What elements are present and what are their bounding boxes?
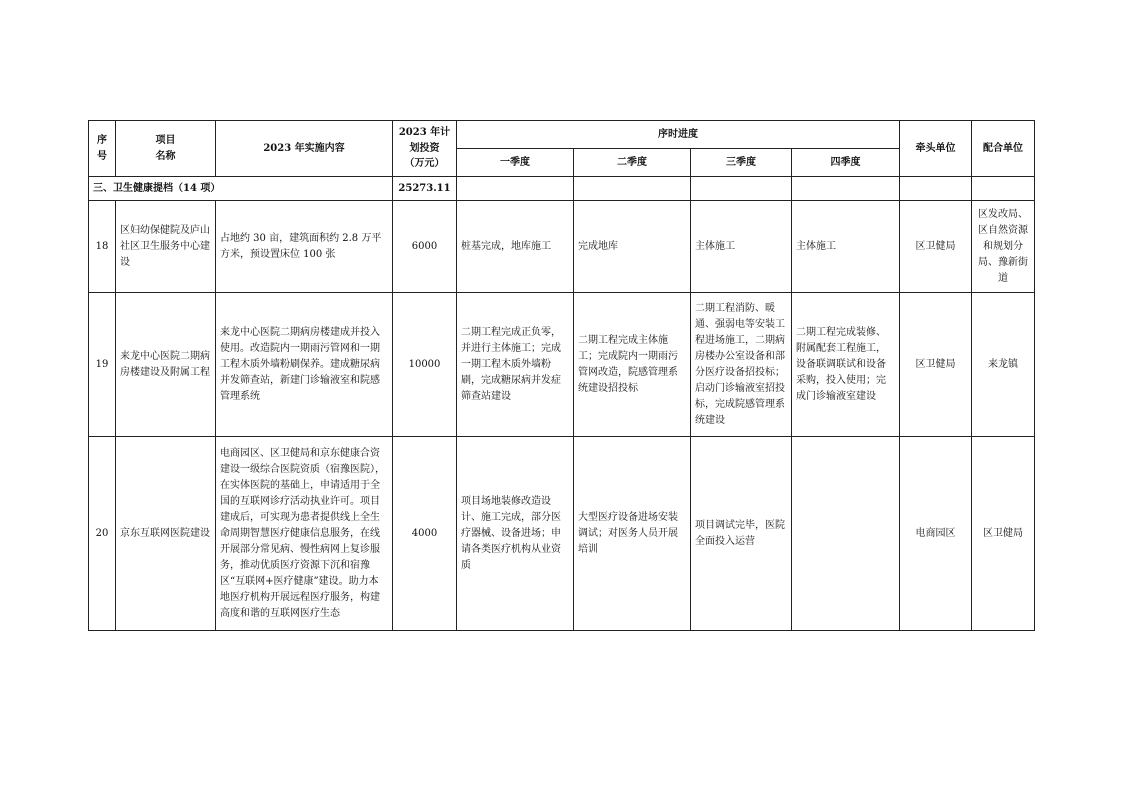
row-q3: 主体施工 [691, 201, 792, 293]
row-seq: 19 [89, 293, 116, 437]
project-table [88, 120, 1035, 631]
header-project-name: 项目 名称 [116, 121, 216, 177]
section-total: 25273.11 [393, 177, 457, 201]
table-row [89, 201, 1035, 293]
row-project-name: 京东互联网医院建设 [116, 437, 216, 631]
header-q2: 二季度 [574, 149, 691, 177]
header-q3: 三季度 [691, 149, 792, 177]
section-row [89, 177, 1035, 201]
header-investment: 2023 年计 划投资 （万元） [393, 121, 457, 177]
row-q4 [792, 437, 900, 631]
header-partner-unit: 配合单位 [972, 121, 1035, 177]
row-seq: 18 [89, 201, 116, 293]
row-lead-unit: 区卫健局 [900, 293, 972, 437]
row-q1: 桩基完成，地库施工 [457, 201, 574, 293]
header-q1: 一季度 [457, 149, 574, 177]
row-q1: 二期工程完成正负零，并进行主体施工；完成一期工程木质外墙粉刷，完成糖尿病并发症筛查站建设 [457, 293, 574, 437]
empty-cell [792, 177, 900, 201]
row-q1: 项目场地装修改造设计、施工完成，部分医疗器械、设备进场；申请各类医疗机构从业资质 [457, 437, 574, 631]
empty-cell [691, 177, 792, 201]
empty-cell [972, 177, 1035, 201]
row-content: 占地约 30 亩，建筑面积约 2.8 万平方米，预设置床位 100 张 [216, 201, 393, 293]
row-project-name: 来龙中心医院二期病房楼建设及附属工程 [116, 293, 216, 437]
row-investment: 6000 [393, 201, 457, 293]
row-q2: 大型医疗设备进场安装调试；对医务人员开展培训 [574, 437, 691, 631]
header-seq: 序 号 [89, 121, 116, 177]
table-row [89, 437, 1035, 631]
row-investment: 10000 [393, 293, 457, 437]
row-seq: 20 [89, 437, 116, 631]
header-progress: 序时进度 [457, 121, 900, 149]
row-q3: 项目调试完毕，医院全面投入运营 [691, 437, 792, 631]
row-project-name: 区妇幼保健院及庐山社区卫生服务中心建设 [116, 201, 216, 293]
row-lead-unit: 电商园区 [900, 437, 972, 631]
project-table-page [88, 120, 1034, 631]
row-lead-unit: 区卫健局 [900, 201, 972, 293]
row-investment: 4000 [393, 437, 457, 631]
row-q2: 二期工程完成主体施工；完成院内一期雨污管网改造，院感管理系统建设招投标 [574, 293, 691, 437]
empty-cell [457, 177, 574, 201]
row-content: 来龙中心医院二期病房楼建成并投入使用。改造院内一期雨污管网和一期工程木质外墙粉刷保养。建成糖尿病并发筛查站，新建门诊输液室和院感管理系统 [216, 293, 393, 437]
row-partner-unit: 来龙镇 [972, 293, 1035, 437]
header-q4: 四季度 [792, 149, 900, 177]
row-q4: 主体施工 [792, 201, 900, 293]
row-content: 电商园区、区卫健局和京东健康合资建设一级综合医院资质（宿豫医院），在实体医院的基础上，申请适用于全国的互联网诊疗活动执业许可。项目建成后，可实现为患者提供线上全生命周期智慧医疗健康信息服务，在线开展部分常见病、慢性病网上复诊服务，推动优质医疗资源下沉和宿豫区“互联网+医疗健康”建设。助力本地医疗机构开展远程医疗服务，构建高度和谐的互联网医疗生态 [216, 437, 393, 631]
header-content: 2023 年实施内容 [216, 121, 393, 177]
row-partner-unit: 区卫健局 [972, 437, 1035, 631]
empty-cell [900, 177, 972, 201]
header-lead-unit: 牵头单位 [900, 121, 972, 177]
row-q3: 二期工程消防、暖通、强弱电等安装工程进场施工，二期病房楼办公室设备和部分医疗设备招投标；启动门诊输液室招投标，完成院感管理系统建设 [691, 293, 792, 437]
row-partner-unit: 区发改局、区自然资源和规划分局、豫新街道 [972, 201, 1035, 293]
empty-cell [574, 177, 691, 201]
section-title: 三、卫生健康提档（14 项） [89, 177, 393, 201]
header-row [89, 121, 1035, 149]
row-q2: 完成地库 [574, 201, 691, 293]
row-q4: 二期工程完成装修、附属配套工程施工，设备联调联试和设备采购，投入使用；完成门诊输液室建设 [792, 293, 900, 437]
table-row [89, 293, 1035, 437]
